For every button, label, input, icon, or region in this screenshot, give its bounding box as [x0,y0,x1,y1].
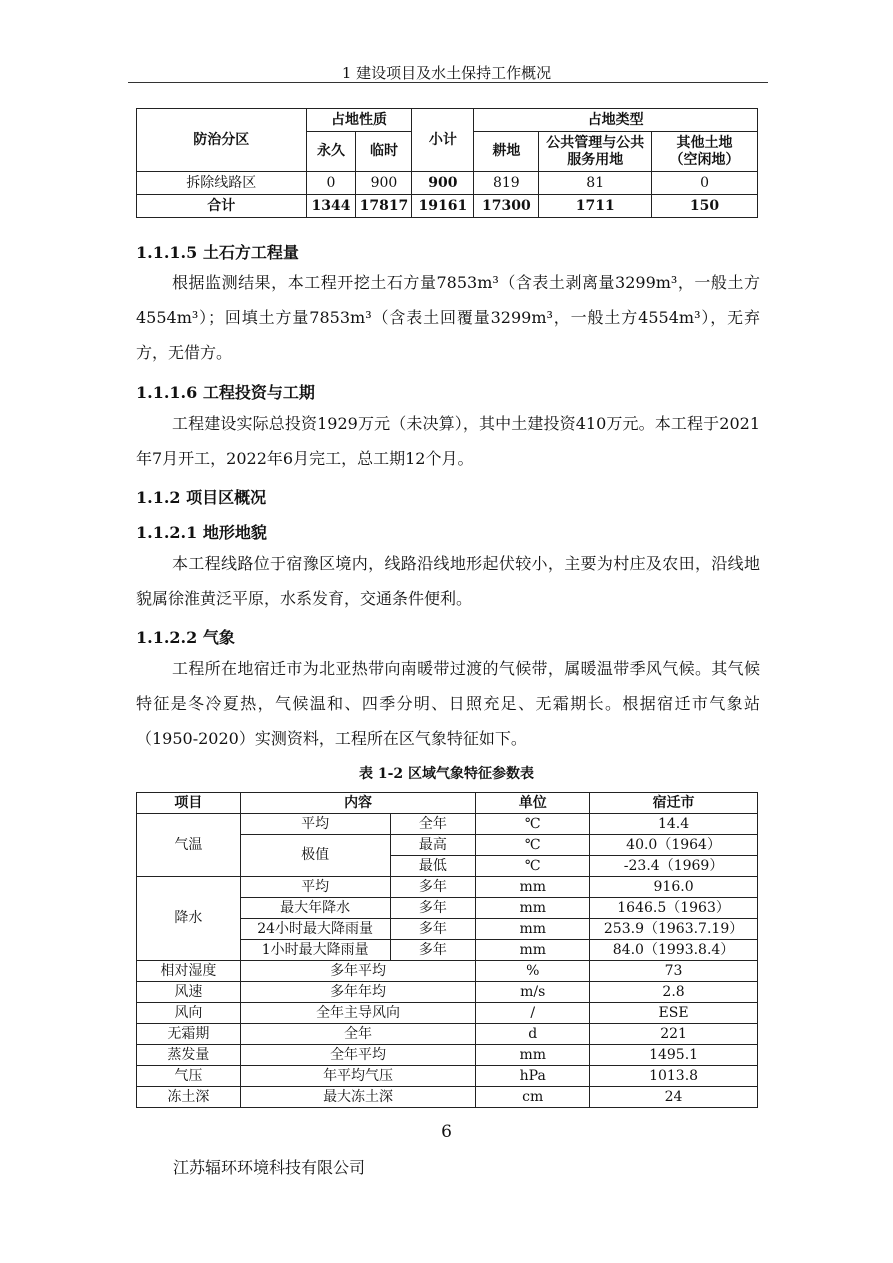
cell-item: 风向 [137,1003,241,1024]
header-farmland: 耕地 [474,132,539,172]
cell-content: 最大年降水 [240,898,390,919]
header-unit: 单位 [476,793,590,814]
climate-table [136,792,758,1108]
cell-unit: cm [476,1087,590,1108]
section-heading-project-area: 1.1.2 项目区概况 [136,488,267,507]
cell-temporary: 900 [356,172,412,195]
table-row [137,1066,758,1087]
paragraph-text: 根据监测结果，本工程开挖土石方量7853m³（含表土剥离量3299m³，一般土方4554m³）；回填土方量7853m³（含表土回覆量3299m³，一般土方4554m³），无弃方，无借方。 [136,273,760,362]
paragraph-earthwork [136,265,760,370]
cell-value: 14.4 [590,814,758,835]
table-row [137,1087,758,1108]
cell-unit: d [476,1024,590,1045]
table-row-total [137,195,758,218]
cell-content: 多年平均 [240,961,476,982]
cell-content: 平均 [240,814,390,835]
cell-content: 1小时最大降雨量 [240,940,390,961]
cell-other-land: 150 [652,195,758,218]
cell-value: 221 [590,1024,758,1045]
cell-value: 916.0 [590,877,758,898]
cell-scope: 最低 [390,856,476,877]
cell-zone: 合计 [137,195,307,218]
paragraph-investment [136,406,760,476]
cell-value: 73 [590,961,758,982]
cell-unit: / [476,1003,590,1024]
section-heading-terrain: 1.1.2.1 地形地貌 [136,523,267,542]
land-occupation-table [136,108,758,218]
table-row [137,961,758,982]
cell-content: 全年主导风向 [240,1003,476,1024]
cell-scope: 多年 [390,919,476,940]
cell-unit: mm [476,919,590,940]
header-zone: 防治分区 [137,109,307,172]
cell-subtotal: 19161 [412,195,474,218]
cell-zone: 拆除线路区 [137,172,307,195]
cell-farmland: 819 [474,172,539,195]
cell-content: 全年平均 [240,1045,476,1066]
cell-value: 1013.8 [590,1066,758,1087]
table-row [137,814,758,835]
cell-scope: 多年 [390,898,476,919]
cell-value: 84.0（1993.8.4） [590,940,758,961]
page-number: 6 [441,1122,452,1142]
section-heading-climate: 1.1.2.2 气象 [136,628,235,647]
cell-value: ESE [590,1003,758,1024]
cell-unit: mm [476,898,590,919]
cell-content: 平均 [240,877,390,898]
cell-value: 1495.1 [590,1045,758,1066]
paragraph-text: 工程建设实际总投资1929万元（未决算），其中土建投资410万元。本工程于2021年7月开工，2022年6月完工，总工期12个月。 [136,414,760,468]
cell-content: 最大冻土深 [240,1087,476,1108]
header-city: 宿迁市 [590,793,758,814]
cell-content: 极值 [240,835,390,877]
paragraph-climate [136,651,760,756]
cell-content: 全年 [240,1024,476,1045]
cell-unit: mm [476,877,590,898]
cell-value: 1646.5（1963） [590,898,758,919]
cell-farmland: 17300 [474,195,539,218]
footer-company: 江苏辐环环境科技有限公司 [173,1158,366,1177]
cell-unit: mm [476,940,590,961]
paragraph-text: 工程所在地宿迁市为北亚热带向南暖带过渡的气候带，属暖温带季风气候。其气候特征是冬冷夏热，气候温和、四季分明、日照充足、无霜期长。根据宿迁市气象站（1950-2020）实测资料，工程所在区气象特征如下。 [136,659,760,748]
cell-other-land: 0 [652,172,758,195]
cell-scope: 最高 [390,835,476,856]
cell-item: 风速 [137,982,241,1003]
table-row [137,1024,758,1045]
section-heading-earthwork: 1.1.1.5 土石方工程量 [136,243,299,262]
header-temporary: 临时 [356,132,412,172]
cell-item: 气温 [137,814,241,877]
cell-unit: ℃ [476,856,590,877]
paragraph-terrain [136,546,760,616]
cell-value: 253.9（1963.7.19） [590,919,758,940]
cell-item: 气压 [137,1066,241,1087]
table-row [137,877,758,898]
cell-item: 蒸发量 [137,1045,241,1066]
table-row [137,982,758,1003]
header-subtotal: 小计 [412,109,474,172]
paragraph-text: 本工程线路位于宿豫区境内，线路沿线地形起伏较小，主要为村庄及农田，沿线地貌属徐淮黄泛平原，水系发育，交通条件便利。 [136,554,760,608]
cell-value: 40.0（1964） [590,835,758,856]
cell-permanent: 1344 [306,195,356,218]
cell-content: 多年年均 [240,982,476,1003]
cell-value: 24 [590,1087,758,1108]
cell-value: -23.4（1969） [590,856,758,877]
cell-scope: 多年 [390,877,476,898]
page-header: 1 建设项目及水土保持工作概况 [341,64,552,82]
cell-scope: 多年 [390,940,476,961]
header-rule [128,82,768,83]
cell-permanent: 0 [306,172,356,195]
header-type: 占地类型 [474,109,758,132]
cell-unit: m/s [476,982,590,1003]
cell-unit: mm [476,1045,590,1066]
cell-public-land: 81 [539,172,652,195]
cell-item: 相对湿度 [137,961,241,982]
cell-unit: hPa [476,1066,590,1087]
cell-public-land: 1711 [539,195,652,218]
table-row [137,172,758,195]
cell-scope: 全年 [390,814,476,835]
header-permanent: 永久 [306,132,356,172]
cell-item: 冻土深 [137,1087,241,1108]
cell-content: 24小时最大降雨量 [240,919,390,940]
header-other-land: 其他土地（空闲地） [652,132,758,172]
header-content: 内容 [240,793,476,814]
cell-item: 无霜期 [137,1024,241,1045]
cell-temporary: 17817 [356,195,412,218]
header-nature: 占地性质 [306,109,412,132]
cell-content: 年平均气压 [240,1066,476,1087]
table-row [137,1003,758,1024]
header-item: 项目 [137,793,241,814]
cell-unit: % [476,961,590,982]
table-row [137,1045,758,1066]
cell-subtotal: 900 [412,172,474,195]
section-heading-investment: 1.1.1.6 工程投资与工期 [136,383,315,402]
cell-unit: ℃ [476,835,590,856]
header-public-land: 公共管理与公共服务用地 [539,132,652,172]
cell-unit: ℃ [476,814,590,835]
table-caption: 表 1-2 区域气象特征参数表 [358,766,535,782]
cell-value: 2.8 [590,982,758,1003]
cell-item: 降水 [137,877,241,961]
